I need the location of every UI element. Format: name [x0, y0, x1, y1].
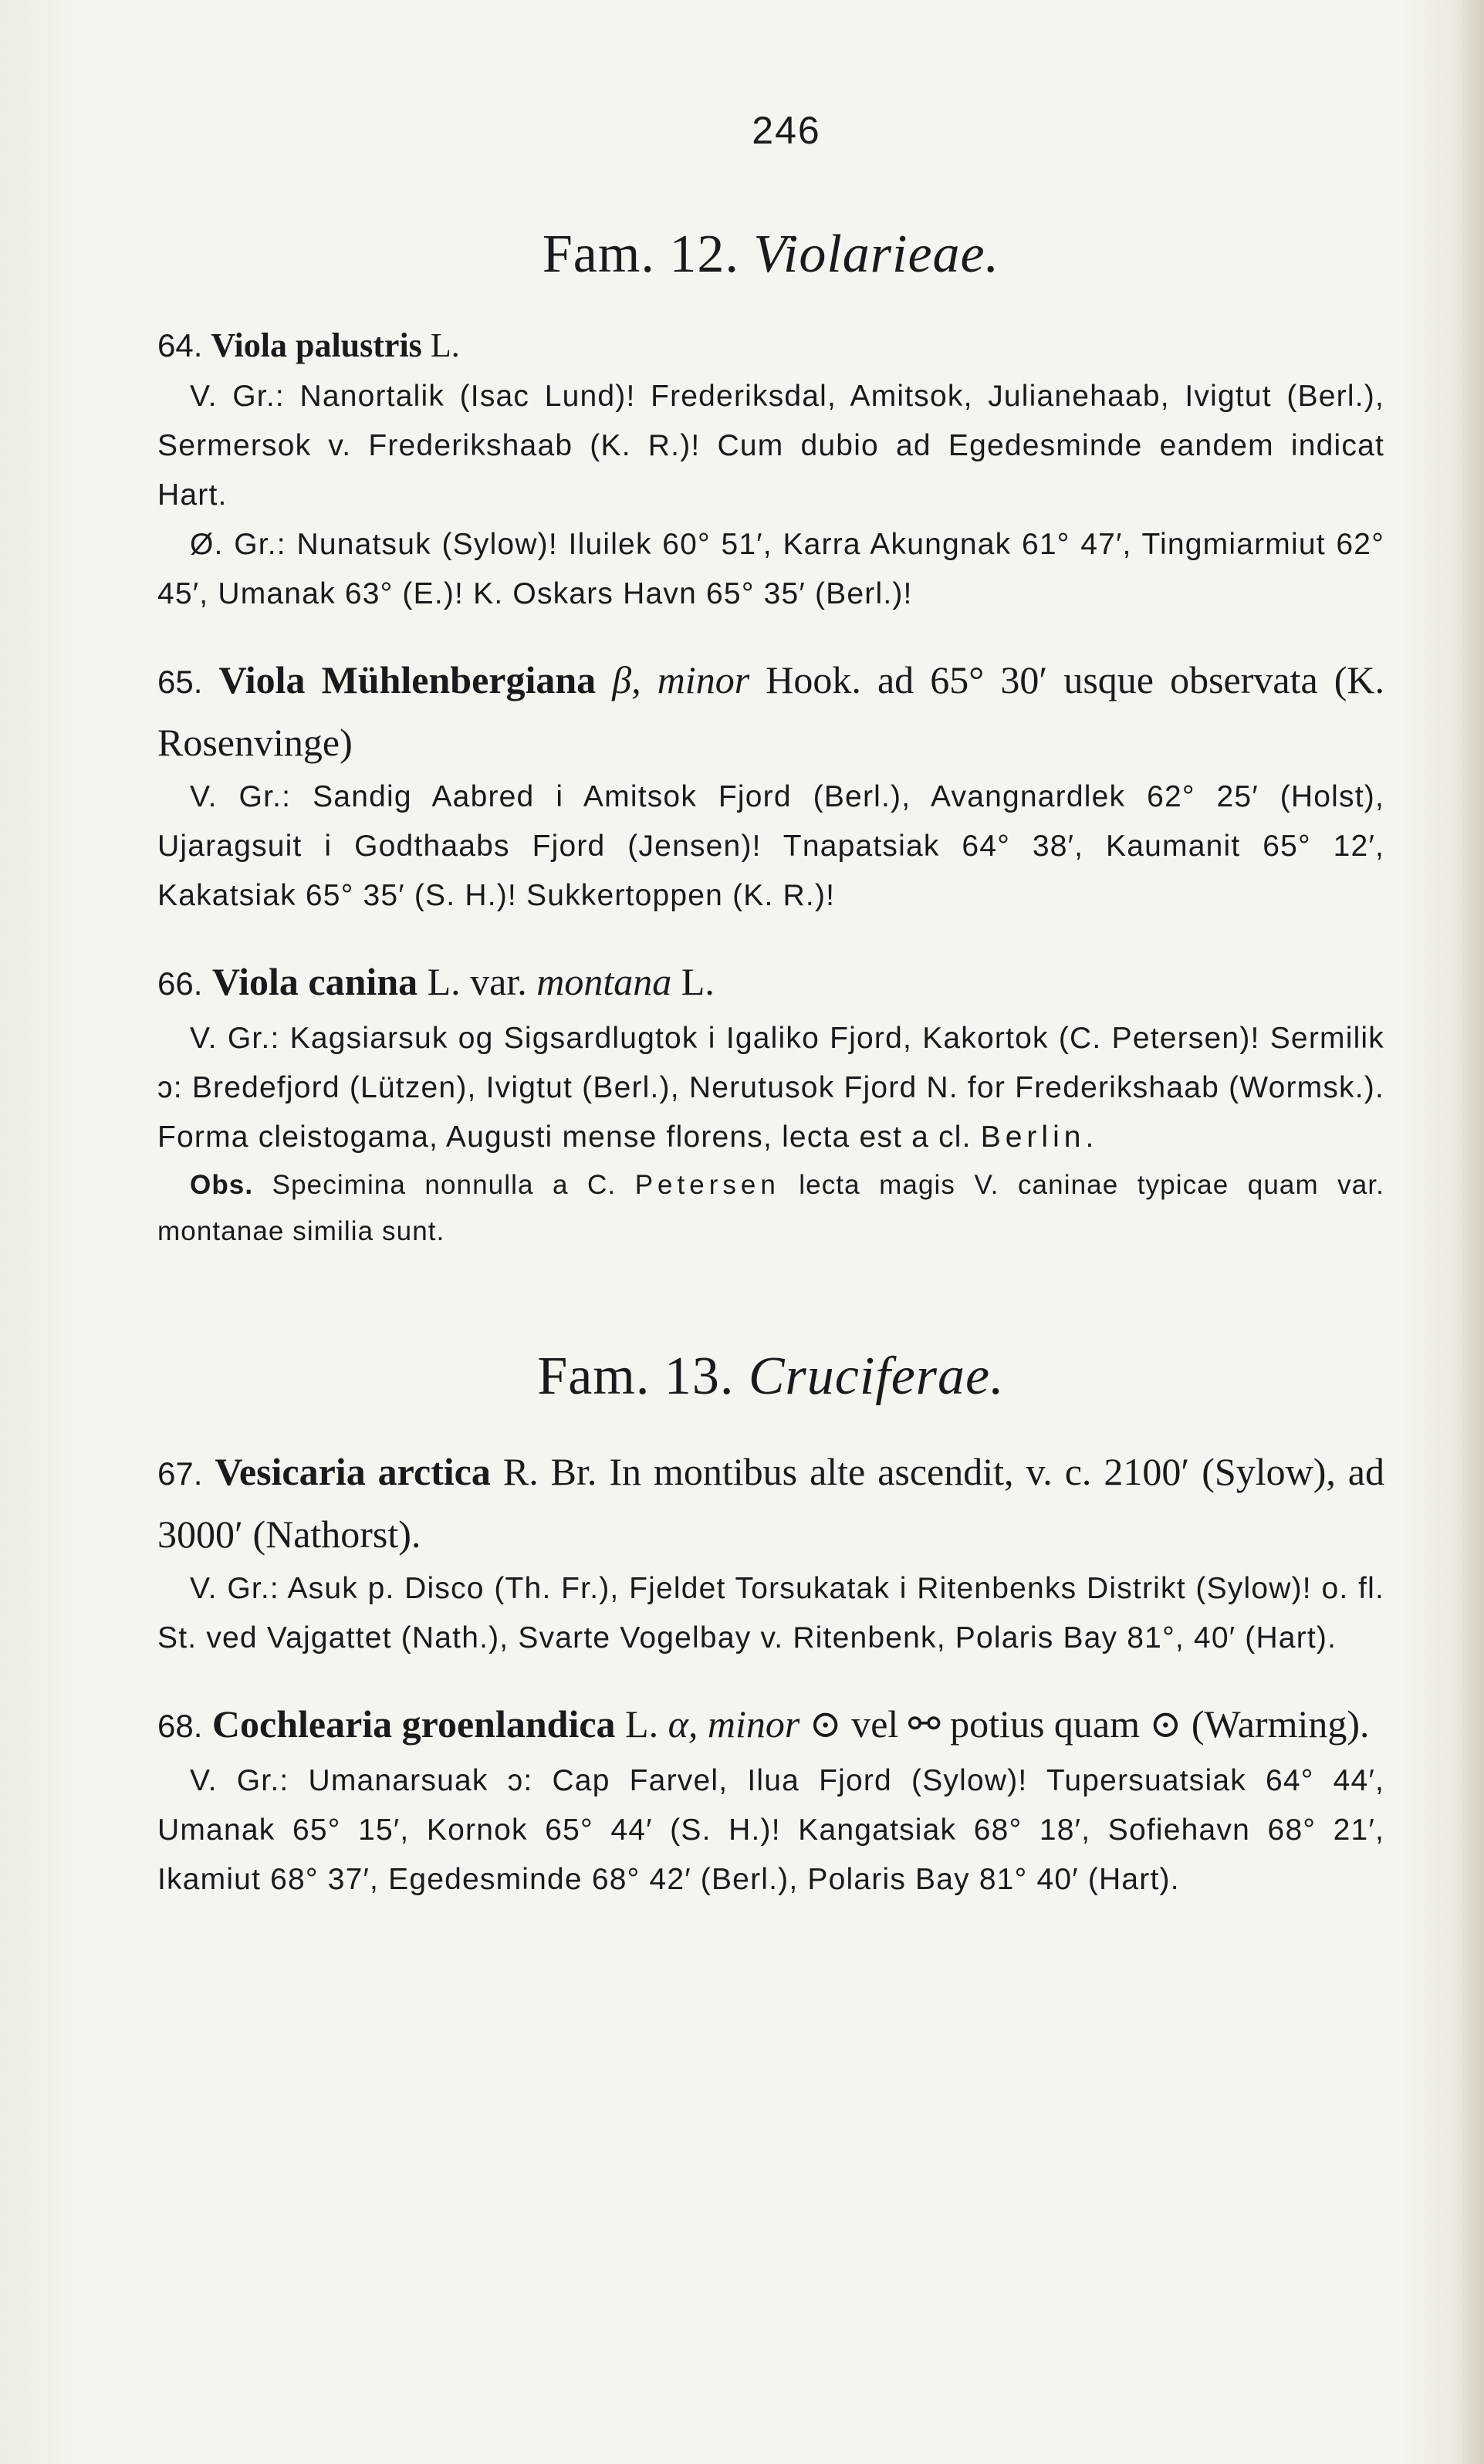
entry-number: 66.	[157, 965, 203, 1002]
entry-heading	[157, 1694, 1384, 1756]
collector-city: Berlin.	[980, 1120, 1099, 1154]
entry-number: 68.	[157, 1708, 203, 1744]
entry-note: Hook. ad 65° 30′ usque observata (K. Rosenvinge)	[157, 658, 1384, 764]
entry-67	[157, 1442, 1384, 1663]
page-edge-shadow	[1453, 0, 1484, 2464]
entry-number: 64.	[157, 327, 203, 363]
west-greenland-localities: V. Gr.: Nanortalik (Isac Lund)! Frederiksdal, Amitsok, Julianehaab, Ivigtut (Berl.), Sermersok v. Frederikshaab (K. R.)! Cum dubio ad Egedesminde eandem indicat Hart.	[157, 380, 1384, 512]
family-heading-violarieae	[157, 224, 1384, 286]
family-heading-cruciferae	[157, 1346, 1384, 1408]
entry-66	[157, 951, 1384, 1255]
entry-heading	[157, 1442, 1384, 1564]
obs-label: Obs.	[190, 1170, 254, 1200]
locality-text: V. Gr.: Kagsiarsuk og Sigsardlugtok i Igaliko Fjord, Kakortok (C. Petersen)! Sermilik ɔ: Bredefjord (Lützen), Ivigtut (Berl.), Nerutusok Fjord N. for Frederikshaab (Wormsk.). Forma cleistogama, Augusti mense florens, lecta est a cl.	[157, 1022, 1384, 1154]
entry-65	[157, 650, 1384, 921]
family-label: Fam. 13.	[537, 1347, 735, 1406]
taxon-name: Viola canina	[211, 960, 418, 1003]
taxon-author: L. var.	[427, 960, 527, 1003]
taxon-author: L.	[430, 326, 460, 364]
family-label: Fam. 12.	[542, 225, 739, 284]
entry-heading	[157, 951, 1384, 1014]
taxon-name: Vesicaria arctica	[215, 1450, 491, 1493]
taxon-variety: β, minor	[612, 658, 750, 701]
taxon-variety: montana	[536, 960, 672, 1003]
entry-number: 67.	[157, 1455, 203, 1492]
entry-64	[157, 319, 1384, 619]
taxon-name: Cochlearia groenlandica	[211, 1702, 616, 1746]
east-greenland-localities: Ø. Gr.: Nunatsuk (Sylow)! Iluilek 60° 51′, Karra Akungnak 61° 47′, Tingmiarmiut 62° 45′, Umanak 63° (E.)! K. Oskars Havn 65° 35′ (Berl.)!	[157, 528, 1384, 610]
family-name: Cruciferae.	[748, 1347, 1005, 1406]
page-number: 246	[752, 109, 821, 152]
entry-heading	[157, 319, 1384, 372]
family-name: Violarieae.	[753, 225, 1000, 284]
taxon-variety: α, minor	[668, 1702, 800, 1746]
taxon-author: L.	[625, 1702, 659, 1746]
taxon-name: Viola palustris	[211, 326, 422, 364]
variety-author: L.	[681, 960, 715, 1003]
taxon-name: Viola Mühlenbergiana	[218, 658, 597, 701]
obs-collector: Petersen	[634, 1170, 780, 1200]
obs-text-b: lecta magis V. caninae typicae quam var. montanae similia sunt.	[157, 1170, 1384, 1246]
obs-text-a: Specimina nonnulla a C.	[272, 1170, 617, 1200]
west-greenland-localities: V. Gr.: Umanarsuak ɔ: Cap Farvel, Ilua Fjord (Sylow)! Tupersuatsiak 64° 44′, Umanak 65° 15′, Kornok 65° 44′ (S. H.)! Kangatsiak 68° 18′, Sofiehavn 68° 21′, Ikamiut 68° 37′, Egedesminde 68° 42′ (Berl.), Polaris Bay 81° 40′ (Hart).	[157, 1764, 1384, 1896]
west-greenland-localities: V. Gr.: Asuk p. Disco (Th. Fr.), Fjeldet Torsukatak i Ritenbenks Distrikt (Sylow)! o. fl. St. ved Vajgattet (Nath.), Svarte Vogelbay v. Ritenbenk, Polaris Bay 81°, 40′ (Hart).	[157, 1572, 1384, 1654]
west-greenland-localities	[157, 1014, 1384, 1162]
observation-note	[157, 1162, 1384, 1255]
entry-note: R. Br. In montibus alte ascendit, v. c. 2100′ (Sylow), ad 3000′ (Nathorst).	[157, 1450, 1385, 1556]
entry-number: 65.	[157, 664, 203, 700]
entry-68	[157, 1694, 1384, 1905]
west-greenland-localities: V. Gr.: Sandig Aabred i Amitsok Fjord (Berl.), Avangnardlek 62° 25′ (Holst), Ujaragsuit i Godthaabs Fjord (Jensen)! Tnapatsiak 64° 38′, Kaumanit 65° 12′, Kakatsiak 65° 35′ (S. H.)! Sukkertoppen (K. R.)!	[157, 780, 1384, 912]
page-content	[157, 108, 1384, 1925]
entry-note: ⊙ vel ⚯ potius quam ⊙ (Warming).	[809, 1702, 1370, 1746]
entry-heading	[157, 650, 1384, 772]
